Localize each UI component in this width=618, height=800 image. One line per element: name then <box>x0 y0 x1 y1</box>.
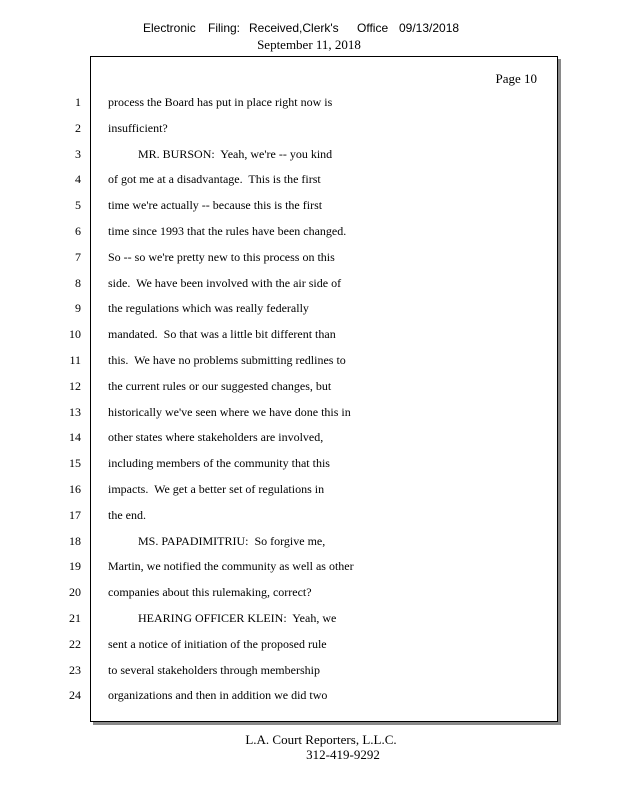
line-text: side. We have been involved with the air side of <box>108 276 342 290</box>
line-text: So -- so we're pretty new to this process on this <box>108 250 335 264</box>
line-number: 16 <box>69 482 81 496</box>
line-text: the end. <box>108 508 146 522</box>
stamp-date: 09/13/2018 <box>399 21 460 35</box>
line-text: sent a notice of initiation of the proposed rule <box>108 637 327 651</box>
line-text: MS. PAPADIMITRIU: So forgive me, <box>108 534 326 548</box>
line-number: 6 <box>75 224 81 238</box>
transcript-date: September 11, 2018 <box>257 37 361 52</box>
line-text: the current rules or our suggested changes, but <box>108 379 332 393</box>
line-text: of got me at a disadvantage. This is the first <box>108 172 321 186</box>
line-text: HEARING OFFICER KLEIN: Yeah, we <box>108 611 337 625</box>
line-text: process the Board has put in place right now is <box>108 95 333 109</box>
line-text: time we're actually -- because this is the first <box>108 198 323 212</box>
line-text: the regulations which was really federally <box>108 301 309 315</box>
line-number: 13 <box>69 405 81 419</box>
line-number: 14 <box>69 430 81 444</box>
line-number: 22 <box>69 637 81 651</box>
line-number: 10 <box>69 327 81 341</box>
stamp-word-received-clerks: Received,Clerk's <box>249 21 339 35</box>
line-number: 7 <box>75 250 81 264</box>
line-text: this. We have no problems submitting redlines to <box>108 353 346 367</box>
line-text: including members of the community that this <box>108 456 330 470</box>
line-text: companies about this rulemaking, correct? <box>108 585 312 599</box>
page-number: Page 10 <box>495 71 537 86</box>
line-number: 3 <box>75 147 81 161</box>
line-number: 20 <box>69 585 81 599</box>
line-text: time since 1993 that the rules have been changed. <box>108 224 347 238</box>
line-number: 4 <box>75 172 81 186</box>
line-number: 12 <box>69 379 81 393</box>
line-number: 21 <box>69 611 81 625</box>
line-number: 18 <box>69 534 81 548</box>
line-text: impacts. We get a better set of regulations in <box>108 482 325 496</box>
line-number: 11 <box>69 353 81 367</box>
stamp-word-electronic: Electronic <box>143 21 196 35</box>
footer-company: L.A. Court Reporters, L.L.C. <box>245 732 397 747</box>
line-number: 19 <box>69 559 81 573</box>
line-text: MR. BURSON: Yeah, we're -- you kind <box>108 147 333 161</box>
stamp-word-filing: Filing: <box>208 21 241 35</box>
stamp-word-office: Office <box>357 21 389 35</box>
line-text: organizations and then in addition we did two <box>108 688 328 702</box>
line-number: 23 <box>69 663 81 677</box>
footer-phone: 312-419-9292 <box>306 747 380 762</box>
line-text: other states where stakeholders are involved, <box>108 430 324 444</box>
line-text: Martin, we notified the community as well as other <box>108 559 354 573</box>
electronic-filing-stamp <box>0 21 618 37</box>
line-number: 5 <box>75 198 81 212</box>
line-text: to several stakeholders through membership <box>108 663 320 677</box>
line-text: historically we've seen where we have done this in <box>108 405 351 419</box>
line-number: 24 <box>69 688 81 702</box>
line-number: 8 <box>75 276 81 290</box>
line-number: 2 <box>75 121 81 135</box>
line-number: 1 <box>75 95 81 109</box>
line-number: 9 <box>75 301 81 315</box>
line-text: insufficient? <box>108 121 168 135</box>
line-text: mandated. So that was a little bit different than <box>108 327 336 341</box>
line-number: 17 <box>69 508 81 522</box>
line-number: 15 <box>69 456 81 470</box>
